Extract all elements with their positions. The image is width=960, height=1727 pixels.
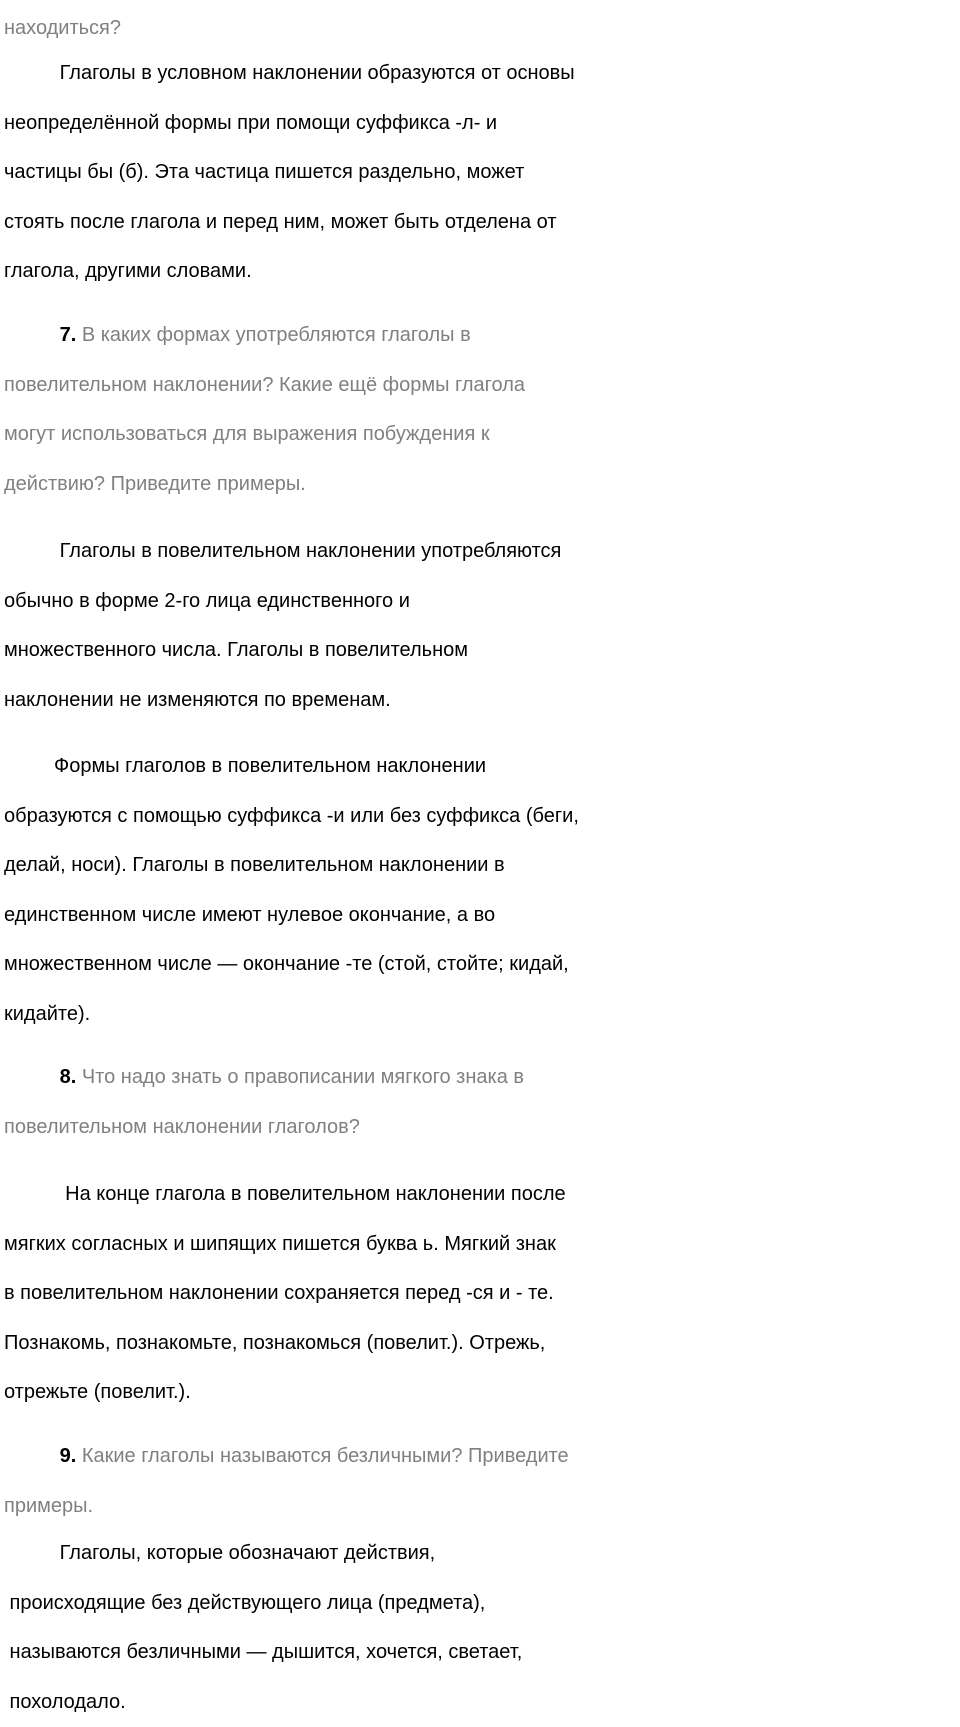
text-line: множественного числа. Глаголы в повелительном [4, 626, 956, 676]
text-line: образуются с помощью суффикса -и или без суффикса (беги, [4, 792, 956, 842]
question-8 [4, 1053, 956, 1152]
question-number: 8. [60, 1066, 77, 1088]
text-line: повелительном наклонении? Какие ещё формы глагола [4, 361, 956, 411]
text-line [4, 1432, 956, 1482]
text-line [4, 311, 956, 361]
text-line: находиться? [4, 4, 956, 54]
answer-paragraph [4, 1529, 956, 1727]
text-line: в повелительном наклонении сохраняется перед -ся и - те. [4, 1269, 956, 1319]
text-line: На конце глагола в повелительном наклонении после [4, 1170, 956, 1220]
text-line: кидайте). [4, 990, 956, 1040]
text-line: Глаголы в повелительном наклонении употребляются [4, 527, 956, 577]
text-line: Формы глаголов в повелительном наклонении [4, 742, 956, 792]
text-line: частицы бы (б). Эта частица пишется раздельно, может [4, 148, 956, 198]
text-line: мягких согласных и шипящих пишется буква ь. Мягкий знак [4, 1220, 956, 1270]
text-line: примеры. [4, 1482, 956, 1532]
question-7 [4, 311, 956, 509]
text-line: Глаголы, которые обозначают действия, [4, 1529, 956, 1579]
text-line: действию? Приведите примеры. [4, 460, 956, 510]
text-line: повелительном наклонении глаголов? [4, 1103, 956, 1153]
question-9 [4, 1432, 956, 1531]
question-number: 7. [60, 324, 77, 346]
question-text: В каких формах употребляются глаголы в [76, 324, 470, 346]
text-line: единственном числе имеют нулевое окончание, а во [4, 891, 956, 941]
text-line: Глаголы в условном наклонении образуются от основы [4, 49, 956, 99]
text-line: наклонении не изменяются по временам. [4, 676, 956, 726]
question-number: 9. [60, 1445, 77, 1467]
text-line: отрежьте (повелит.). [4, 1368, 956, 1418]
text-line: похолодало. [4, 1678, 956, 1727]
text-line: могут использоваться для выражения побуждения к [4, 410, 956, 460]
question-text: Что надо знать о правописании мягкого знака в [76, 1066, 524, 1088]
text-line: делай, носи). Глаголы в повелительном наклонении в [4, 841, 956, 891]
text-line [4, 1053, 956, 1103]
answer-paragraph [4, 527, 956, 725]
answer-paragraph [4, 1170, 956, 1418]
answer-paragraph [4, 49, 956, 297]
text-line: обычно в форме 2-го лица единственного и [4, 577, 956, 627]
text-line: происходящие без действующего лица (предмета), [4, 1579, 956, 1629]
text-line: глагола, другими словами. [4, 247, 956, 297]
text-line: называются безличными — дышится, хочется, светает, [4, 1628, 956, 1678]
question-text: Какие глаголы называются безличными? Приведите [76, 1445, 568, 1467]
answer-paragraph [4, 742, 956, 1039]
text-line: неопределённой формы при помощи суффикса -л- и [4, 99, 956, 149]
text-line: стоять после глагола и перед ним, может быть отделена от [4, 198, 956, 248]
text-line: множественном числе — окончание -те (стой, стойте; кидай, [4, 940, 956, 990]
question-tail [4, 4, 956, 54]
text-line: Познакомь, познакомьте, познакомься (повелит.). Отрежь, [4, 1319, 956, 1369]
